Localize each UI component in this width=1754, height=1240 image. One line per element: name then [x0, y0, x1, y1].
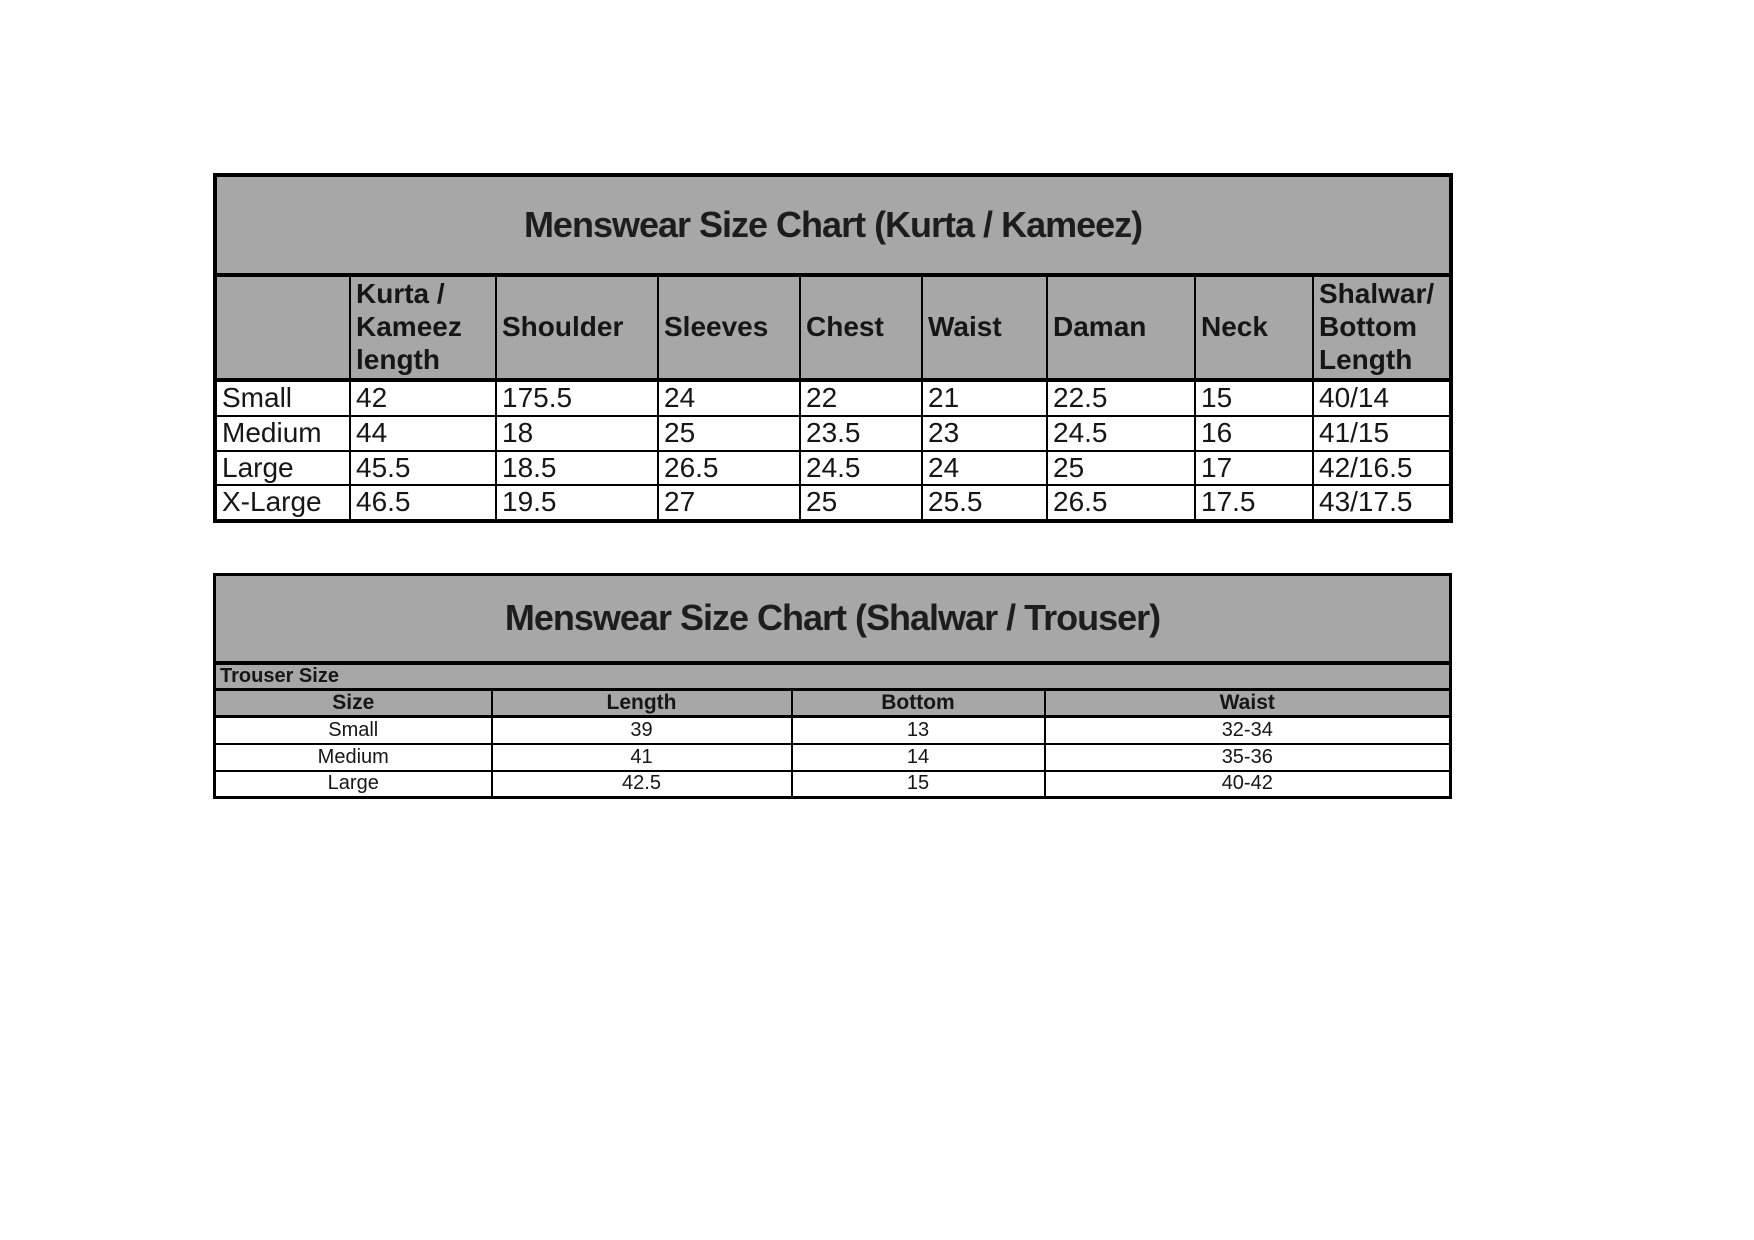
data-cell: 24.5 — [800, 451, 922, 486]
data-cell: 16 — [1195, 416, 1313, 451]
table-row — [215, 744, 1451, 771]
table-row — [215, 451, 1451, 486]
col-header-kurta-kameez-length: Kurta / Kameez length — [350, 275, 496, 380]
data-cell: 15 — [1195, 380, 1313, 416]
size-cell: Small — [215, 717, 492, 744]
trouser-size-section-row — [215, 663, 1451, 690]
data-cell: 26.5 — [658, 451, 800, 486]
trouser-table-title-row — [215, 575, 1451, 663]
data-cell: 18 — [496, 416, 658, 451]
col-header-neck: Neck — [1195, 275, 1313, 380]
trouser-table-title: Menswear Size Chart (Shalwar / Trouser) — [215, 575, 1451, 663]
data-cell: 45.5 — [350, 451, 496, 486]
size-cell: X-Large — [215, 485, 350, 521]
data-cell: 41/15 — [1313, 416, 1451, 451]
data-cell: 18.5 — [496, 451, 658, 486]
data-cell: 42/16.5 — [1313, 451, 1451, 486]
col-header-length: Length — [492, 690, 792, 717]
data-cell: 44 — [350, 416, 496, 451]
data-cell: 39 — [492, 717, 792, 744]
data-cell: 35-36 — [1045, 744, 1451, 771]
data-cell: 19.5 — [496, 485, 658, 521]
data-cell: 21 — [922, 380, 1047, 416]
data-cell: 13 — [792, 717, 1045, 744]
data-cell: 43/17.5 — [1313, 485, 1451, 521]
data-cell: 32-34 — [1045, 717, 1451, 744]
table-row — [215, 485, 1451, 521]
table-row — [215, 771, 1451, 798]
col-header-shoulder: Shoulder — [496, 275, 658, 380]
size-cell: Small — [215, 380, 350, 416]
data-cell: 40/14 — [1313, 380, 1451, 416]
data-cell: 25 — [658, 416, 800, 451]
col-header-size: Size — [215, 690, 492, 717]
col-header-chest: Chest — [800, 275, 922, 380]
data-cell: 24 — [658, 380, 800, 416]
col-header-blank — [215, 275, 350, 380]
table-row — [215, 717, 1451, 744]
data-cell: 46.5 — [350, 485, 496, 521]
col-header-shalwar-bottom-length: Shalwar/ Bottom Length — [1313, 275, 1451, 380]
data-cell: 15 — [792, 771, 1045, 798]
data-cell: 24.5 — [1047, 416, 1195, 451]
data-cell: 40-42 — [1045, 771, 1451, 798]
size-cell: Medium — [215, 744, 492, 771]
kurta-table-title: Menswear Size Chart (Kurta / Kameez) — [215, 175, 1451, 275]
data-cell: 23 — [922, 416, 1047, 451]
col-header-bottom: Bottom — [792, 690, 1045, 717]
size-cell: Medium — [215, 416, 350, 451]
data-cell: 175.5 — [496, 380, 658, 416]
data-cell: 24 — [922, 451, 1047, 486]
data-cell: 22.5 — [1047, 380, 1195, 416]
data-cell: 25 — [800, 485, 922, 521]
data-cell: 17.5 — [1195, 485, 1313, 521]
col-header-sleeves: Sleeves — [658, 275, 800, 380]
size-cell: Large — [215, 451, 350, 486]
kurta-table-title-row — [215, 175, 1451, 275]
col-header-daman: Daman — [1047, 275, 1195, 380]
kurta-kameez-size-table — [213, 173, 1453, 523]
data-cell: 25.5 — [922, 485, 1047, 521]
kurta-table-header-row — [215, 275, 1451, 380]
table-row — [215, 380, 1451, 416]
data-cell: 14 — [792, 744, 1045, 771]
data-cell: 27 — [658, 485, 800, 521]
data-cell: 42.5 — [492, 771, 792, 798]
data-cell: 26.5 — [1047, 485, 1195, 521]
data-cell: 22 — [800, 380, 922, 416]
col-header-waist: Waist — [1045, 690, 1451, 717]
data-cell: 42 — [350, 380, 496, 416]
col-header-waist: Waist — [922, 275, 1047, 380]
data-cell: 25 — [1047, 451, 1195, 486]
data-cell: 17 — [1195, 451, 1313, 486]
data-cell: 23.5 — [800, 416, 922, 451]
data-cell: 41 — [492, 744, 792, 771]
size-cell: Large — [215, 771, 492, 798]
table-row — [215, 416, 1451, 451]
shalwar-trouser-size-table — [213, 573, 1452, 799]
trouser-size-section-label: Trouser Size — [215, 663, 1451, 690]
trouser-table-header-row — [215, 690, 1451, 717]
